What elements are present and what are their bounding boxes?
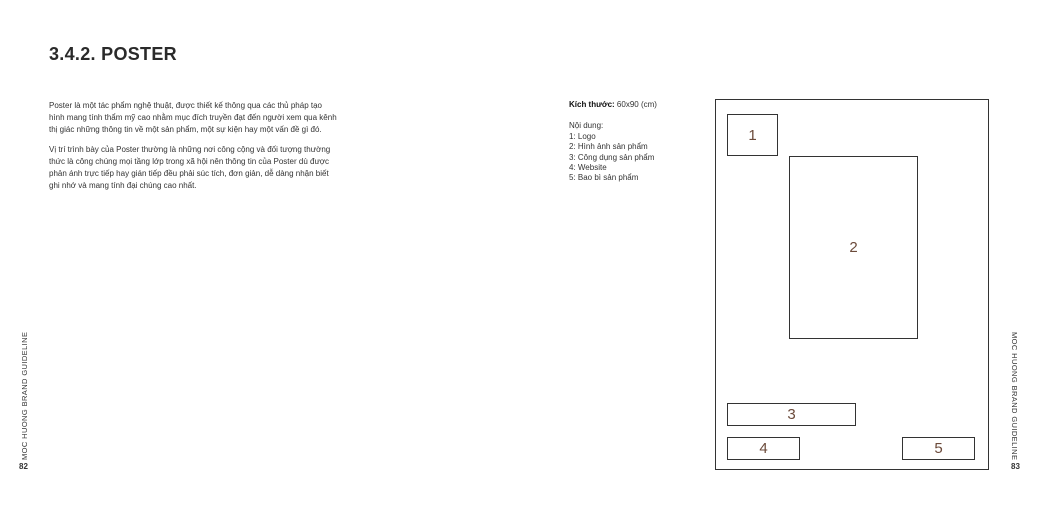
zone-website: 4 — [727, 437, 800, 460]
zone-logo: 1 — [727, 114, 778, 156]
page-title: 3.4.2. POSTER — [49, 44, 177, 64]
content-item-logo: 1: Logo — [569, 131, 596, 141]
poster-spec — [569, 100, 699, 184]
zone-packaging: 5 — [902, 437, 975, 460]
intro-paragraph-1: Poster là một tác phẩm nghệ thuật, được thiết kế thông qua các thủ pháp tạo hình mang tính thẩm mỹ cao nhằm mục đích truyền đạt đến người xem qua kênh thị giác những thông tin về một sản phẩm, một sự kiện hay một vấn đề gì đó. — [49, 101, 337, 135]
content-list — [569, 132, 699, 184]
intro-text — [49, 100, 339, 199]
content-item-product-image: 2: Hình ảnh sản phẩm — [569, 142, 648, 152]
content-item-packaging: 5: Bao bì sản phẩm — [569, 173, 639, 183]
page-number-right: 83 — [1011, 462, 1020, 471]
intro-paragraph-2: Vị trí trình bày của Poster thường là những nơi công cộng và đối tượng thường thức là công chúng mọi tầng lớp trong xã hội nên thông tin của Poster dù được phản ánh trực tiếp hay gián tiếp đều phải súc tích, đơn giản, dễ dàng nhận biết ghi nhớ và mang tính đại chúng cao nhất. — [49, 144, 331, 191]
page-number-left: 82 — [19, 462, 28, 471]
content-item-website: 4: Website — [569, 163, 607, 173]
content-label: Nội dung: — [569, 121, 604, 131]
poster-layout-diagram — [715, 99, 989, 470]
brand-guideline-label-left: MOC HUONG BRAND GUIDELINE — [20, 331, 29, 460]
size-line — [569, 100, 699, 110]
zone-product-image: 2 — [789, 156, 918, 339]
zone-product-usage: 3 — [727, 403, 856, 426]
brand-guideline-label-right: MOC HUONG BRAND GUIDELINE — [1010, 332, 1019, 461]
content-item-product-usage: 3: Công dụng sản phẩm — [569, 152, 655, 162]
size-label: Kích thước: — [569, 100, 615, 109]
size-value: 60x90 (cm) — [614, 100, 657, 109]
